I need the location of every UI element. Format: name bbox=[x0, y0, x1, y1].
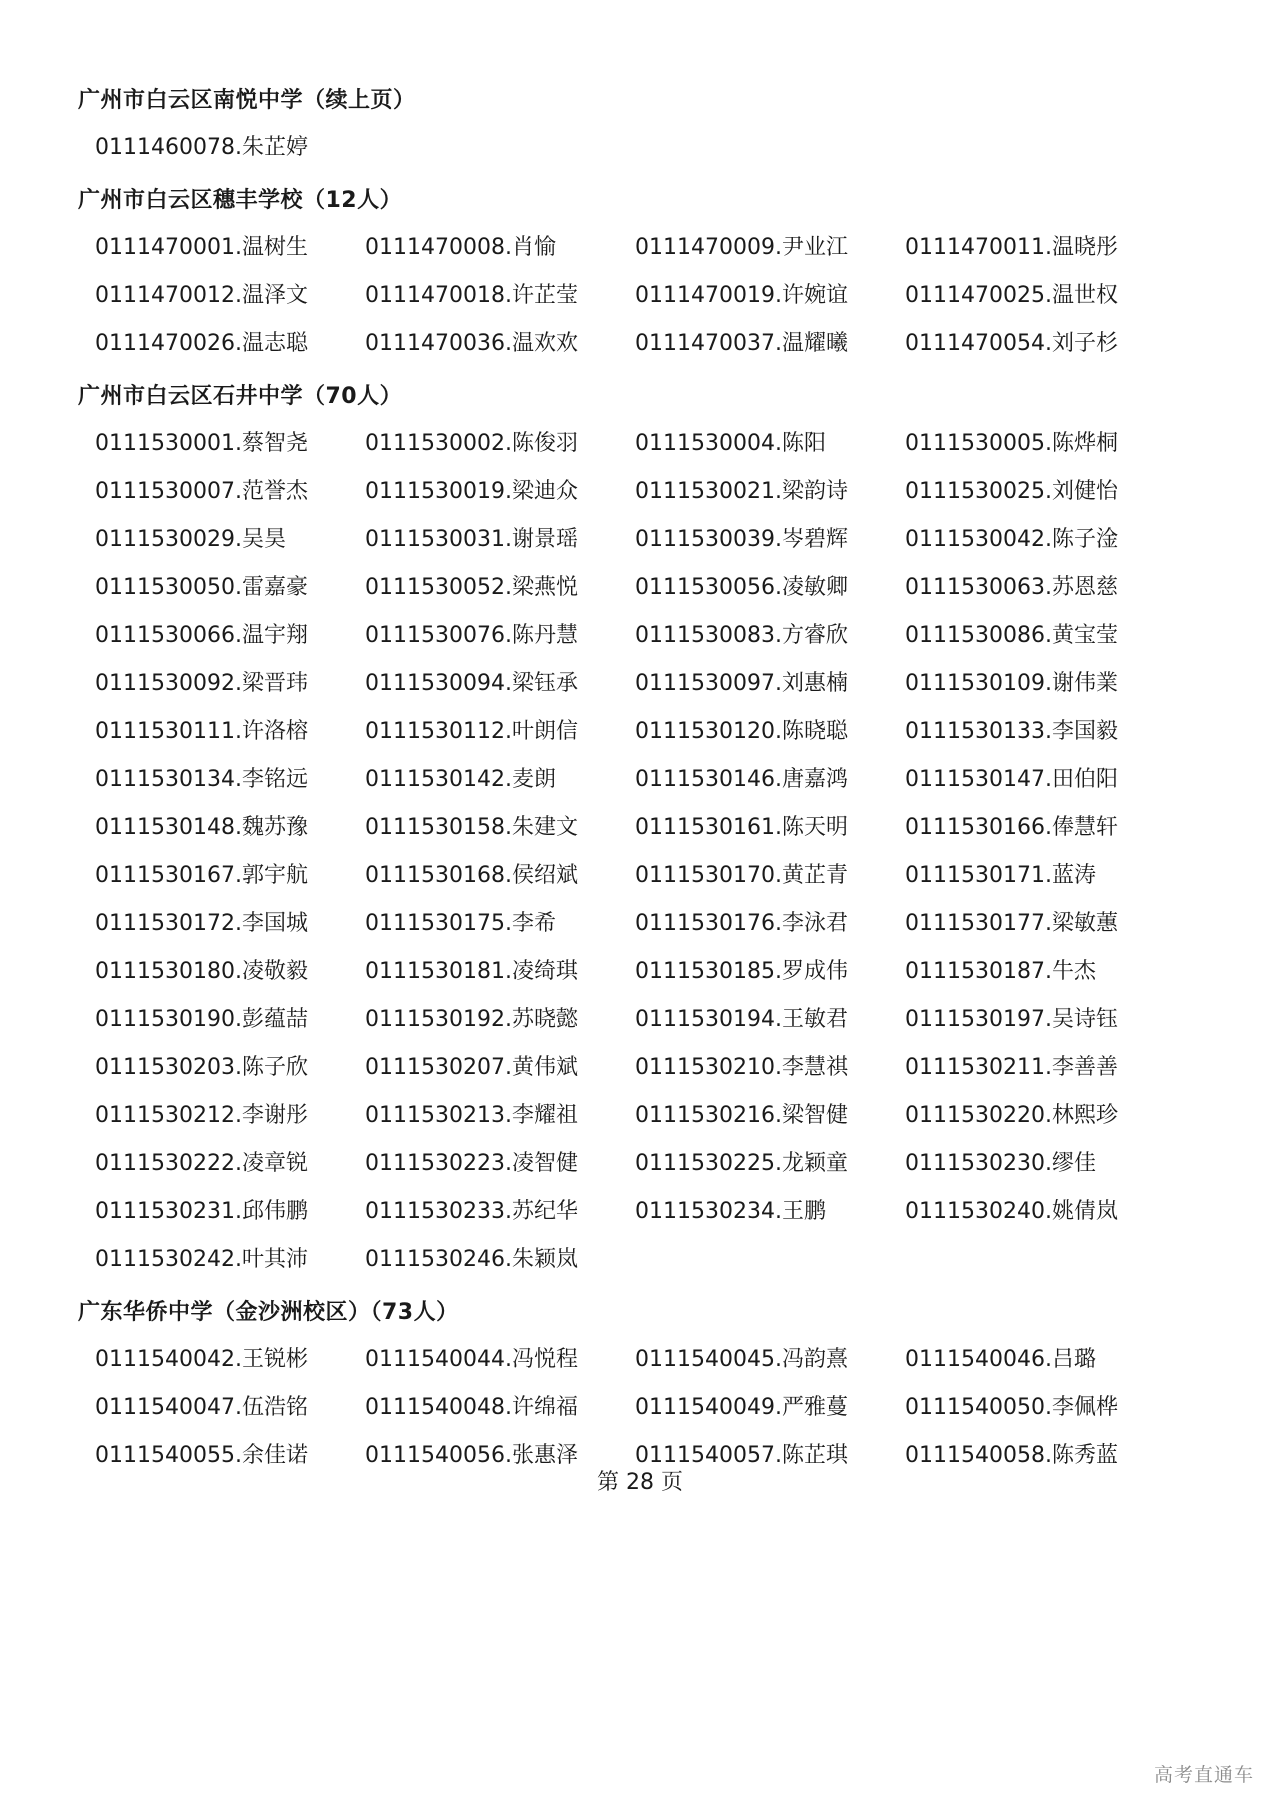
student-entry: 0111530158.朱建文 bbox=[365, 815, 578, 840]
student-entry: 0111540042.王锐彬 bbox=[95, 1347, 308, 1372]
student-entry: 0111530148.魏苏豫 bbox=[95, 815, 308, 840]
student-entry: 0111530086.黄宝莹 bbox=[905, 623, 1118, 648]
student-entry: 0111530066.温宇翔 bbox=[95, 623, 308, 648]
student-entry: 0111530161.陈天明 bbox=[635, 815, 848, 840]
student-entry: 0111530097.刘惠楠 bbox=[635, 671, 848, 696]
student-entry: 0111530231.邱伟鹏 bbox=[95, 1199, 308, 1224]
student-entry: 0111530230.缪佳 bbox=[905, 1151, 1096, 1176]
student-entry: 0111530180.凌敬毅 bbox=[95, 959, 308, 984]
student-entry: 0111530240.姚倩岚 bbox=[905, 1199, 1118, 1224]
student-entry: 0111540058.陈秀蓝 bbox=[905, 1443, 1118, 1468]
student-entry: 0111540044.冯悦程 bbox=[365, 1347, 578, 1372]
student-entry: 0111530025.刘健怡 bbox=[905, 479, 1118, 504]
student-entry: 0111530083.方睿欣 bbox=[635, 623, 848, 648]
school-section bbox=[78, 178, 1208, 368]
student-entry: 0111530222.凌章锐 bbox=[95, 1151, 308, 1176]
student-entry: 0111530021.梁韵诗 bbox=[635, 479, 848, 504]
student-list bbox=[95, 224, 1208, 368]
student-entry: 0111470011.温晓彤 bbox=[905, 235, 1118, 260]
student-entry: 0111530213.李耀祖 bbox=[365, 1103, 578, 1128]
school-section bbox=[78, 78, 1208, 172]
student-entry: 0111470009.尹业江 bbox=[635, 235, 848, 260]
student-entry: 0111530207.黄伟斌 bbox=[365, 1055, 578, 1080]
student-entry: 0111470037.温耀曦 bbox=[635, 331, 848, 356]
student-entry: 0111530092.梁晋玮 bbox=[95, 671, 308, 696]
student-entry: 0111530170.黄芷青 bbox=[635, 863, 848, 888]
student-entry: 0111530192.苏晓懿 bbox=[365, 1007, 578, 1032]
student-entry: 0111460078.朱芷婷 bbox=[95, 135, 308, 160]
student-entry: 0111470019.许婉谊 bbox=[635, 283, 848, 308]
student-entry: 0111530142.麦朗 bbox=[365, 767, 556, 792]
student-entry: 0111530175.李希 bbox=[365, 911, 556, 936]
student-entry: 0111470012.温泽文 bbox=[95, 283, 308, 308]
school-section bbox=[78, 374, 1208, 1284]
student-entry: 0111470026.温志聪 bbox=[95, 331, 308, 356]
student-entry: 0111540046.吕璐 bbox=[905, 1347, 1096, 1372]
student-entry: 0111530212.李谢彤 bbox=[95, 1103, 308, 1128]
student-entry: 0111530181.凌绮琪 bbox=[365, 959, 578, 984]
student-entry: 0111530007.范誉杰 bbox=[95, 479, 308, 504]
student-entry: 0111530039.岑碧辉 bbox=[635, 527, 848, 552]
student-entry: 0111530172.李国城 bbox=[95, 911, 308, 936]
student-list bbox=[95, 124, 1208, 172]
student-entry: 0111470008.肖愉 bbox=[365, 235, 556, 260]
student-entry: 0111530197.吴诗钰 bbox=[905, 1007, 1118, 1032]
student-entry: 0111540049.严雅蔓 bbox=[635, 1395, 848, 1420]
student-entry: 0111470001.温树生 bbox=[95, 235, 308, 260]
student-entry: 0111530177.梁敏蕙 bbox=[905, 911, 1118, 936]
student-entry: 0111530004.陈阳 bbox=[635, 431, 826, 456]
student-entry: 0111540056.张惠泽 bbox=[365, 1443, 578, 1468]
student-entry: 0111530233.苏纪华 bbox=[365, 1199, 578, 1224]
student-entry: 0111530052.梁燕悦 bbox=[365, 575, 578, 600]
student-entry: 0111540047.伍浩铭 bbox=[95, 1395, 308, 1420]
student-entry: 0111540050.李佩桦 bbox=[905, 1395, 1118, 1420]
student-entry: 0111530210.李慧祺 bbox=[635, 1055, 848, 1080]
student-list bbox=[95, 1336, 1208, 1480]
student-entry: 0111530234.王鹏 bbox=[635, 1199, 826, 1224]
student-entry: 0111530076.陈丹慧 bbox=[365, 623, 578, 648]
school-section bbox=[78, 1290, 1208, 1480]
student-entry: 0111470054.刘子杉 bbox=[905, 331, 1118, 356]
student-entry: 0111540057.陈芷琪 bbox=[635, 1443, 848, 1468]
school-title: 广州市白云区石井中学（70人） bbox=[78, 384, 403, 409]
student-entry: 0111530001.蔡智尧 bbox=[95, 431, 308, 456]
student-entry: 0111530223.凌智健 bbox=[365, 1151, 578, 1176]
student-entry: 0111530056.凌敏卿 bbox=[635, 575, 848, 600]
school-title: 广州市白云区穗丰学校（12人） bbox=[78, 188, 403, 213]
student-entry: 0111530171.蓝涛 bbox=[905, 863, 1096, 888]
school-title: 广东华侨中学（金沙洲校区）（73人） bbox=[78, 1300, 459, 1325]
student-entry: 0111540048.许绵福 bbox=[365, 1395, 578, 1420]
student-entry: 0111530019.梁迪众 bbox=[365, 479, 578, 504]
student-list bbox=[95, 420, 1208, 1284]
student-entry: 0111530042.陈子淦 bbox=[905, 527, 1118, 552]
student-entry: 0111470018.许芷莹 bbox=[365, 283, 578, 308]
student-entry: 0111540055.余佳诺 bbox=[95, 1443, 308, 1468]
student-entry: 0111530167.郭宇航 bbox=[95, 863, 308, 888]
student-entry: 0111530187.牛杰 bbox=[905, 959, 1096, 984]
student-entry: 0111470036.温欢欢 bbox=[365, 331, 578, 356]
student-entry: 0111530246.朱颖岚 bbox=[365, 1247, 578, 1272]
student-entry: 0111530111.许洛榕 bbox=[95, 719, 308, 744]
student-entry: 0111530242.叶其沛 bbox=[95, 1247, 308, 1272]
student-entry: 0111530133.李国毅 bbox=[905, 719, 1118, 744]
student-entry: 0111530194.王敏君 bbox=[635, 1007, 848, 1032]
student-entry: 0111530094.梁钰承 bbox=[365, 671, 578, 696]
student-entry: 0111530109.谢伟業 bbox=[905, 671, 1118, 696]
student-entry: 0111530216.梁智健 bbox=[635, 1103, 848, 1128]
student-entry: 0111530031.谢景瑶 bbox=[365, 527, 578, 552]
admission-list bbox=[78, 78, 1208, 1480]
student-entry: 0111530147.田伯阳 bbox=[905, 767, 1118, 792]
school-title: 广州市白云区南悦中学（续上页） bbox=[78, 88, 416, 113]
watermark-text: 高考直通车 bbox=[1153, 1764, 1254, 1786]
student-entry: 0111530005.陈烨桐 bbox=[905, 431, 1118, 456]
student-entry: 0111530002.陈俊羽 bbox=[365, 431, 578, 456]
student-entry: 0111530203.陈子欣 bbox=[95, 1055, 308, 1080]
student-entry: 0111530211.李善善 bbox=[905, 1055, 1118, 1080]
student-entry: 0111530168.侯绍斌 bbox=[365, 863, 578, 888]
student-entry: 0111530220.林熙珍 bbox=[905, 1103, 1118, 1128]
student-entry: 0111530112.叶朗信 bbox=[365, 719, 578, 744]
student-entry: 0111530063.苏恩慈 bbox=[905, 575, 1118, 600]
student-entry: 0111530190.彭蕴喆 bbox=[95, 1007, 308, 1032]
student-entry: 0111530120.陈晓聪 bbox=[635, 719, 848, 744]
student-entry: 0111530146.唐嘉鸿 bbox=[635, 767, 848, 792]
student-entry: 0111530050.雷嘉豪 bbox=[95, 575, 308, 600]
student-entry: 0111530185.罗成伟 bbox=[635, 959, 848, 984]
student-entry: 0111530134.李铭远 bbox=[95, 767, 308, 792]
page-number: 第 28 页 bbox=[597, 1470, 683, 1495]
student-entry: 0111470025.温世权 bbox=[905, 283, 1118, 308]
student-entry: 0111530166.俸慧轩 bbox=[905, 815, 1118, 840]
student-entry: 0111540045.冯韵熹 bbox=[635, 1347, 848, 1372]
student-entry: 0111530225.龙颖童 bbox=[635, 1151, 848, 1176]
student-entry: 0111530176.李泳君 bbox=[635, 911, 848, 936]
student-entry: 0111530029.吴昊 bbox=[95, 527, 286, 552]
